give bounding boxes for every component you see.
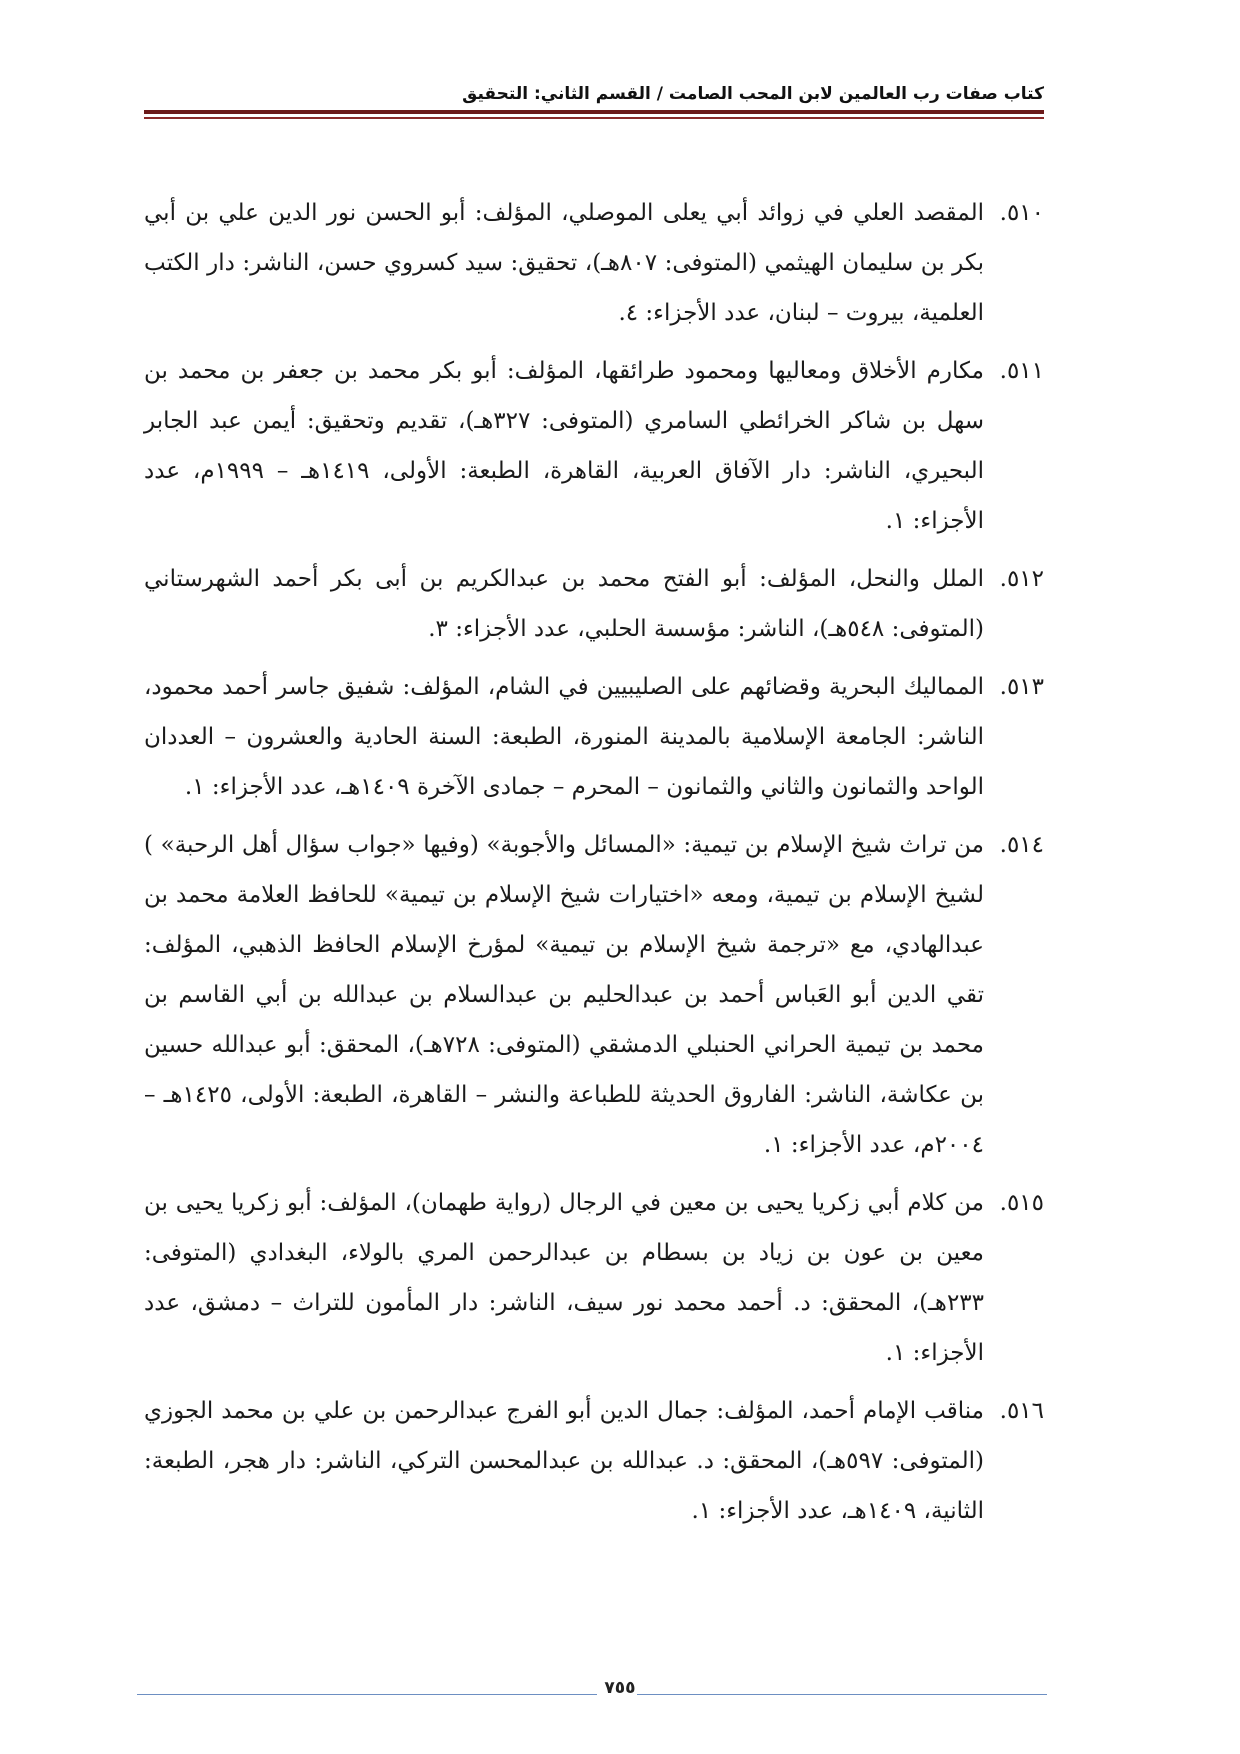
entry-text: المقصد العلي في زوائد أبي يعلى الموصلي، المؤلف: أبو الحسن نور الدين علي بن أبي بكر بن سليمان الهيثمي (المتوفى: ٨٠٧هـ)، تحقيق: سيد كسروي حسن، الناشر: دار الكتب العلمية، بيروت – لبنان، عدد الأجزاء: ٤. [144, 200, 984, 326]
entry-text: من كلام أبي زكريا يحيى بن معين في الرجال (رواية طهمان)، المؤلف: أبو زكريا يحيى بن معين بن عون بن زياد بن بسطام بن عبدالرحمن المري بالولاء، البغدادي (المتوفى: ٢٣٣هـ)، المحقق: د. أحمد محمد نور سيف، الناشر: دار المأمون للتراث – دمشق، عدد الأجزاء: ١. [144, 1190, 984, 1366]
bibliography-entry: ٥١٢. الملل والنحل، المؤلف: أبو الفتح محمد بن عبدالكريم بن أبى بكر أحمد الشهرستاني (المتوفى: ٥٤٨هـ)، الناشر: مؤسسة الحلبي، عدد الأجزاء: ٣. [144, 566, 1044, 642]
bibliography-entry: ٥١٣. المماليك البحرية وقضائهم على الصليبيين في الشام، المؤلف: شفيق جاسر أحمد محمود، الناشر: الجامعة الإسلامية بالمدينة المنورة، الطبعة: السنة الحادية والعشرون – العددان الواحد والثمانون والثاني والثمانون – المحرم – جمادى الآخرة ١٤٠٩هـ، عدد الأجزاء: ١. [144, 674, 1044, 800]
entry-number: ٥١٢ [1006, 566, 1044, 592]
footer-rule-left [137, 1694, 597, 1695]
bibliography-entry: ٥١٠. المقصد العلي في زوائد أبي يعلى الموصلي، المؤلف: أبو الحسن نور الدين علي بن أبي بكر بن سليمان الهيثمي (المتوفى: ٨٠٧هـ)، تحقيق: سيد كسروي حسن، الناشر: دار الكتب العلمية، بيروت – لبنان، عدد الأجزاء: ٤. [144, 200, 1044, 326]
entry-number: ٥١٣ [1006, 674, 1044, 700]
entry-number: ٥١٠ [1006, 200, 1044, 226]
bibliography-entry: ٥١٦. مناقب الإمام أحمد، المؤلف: جمال الدين أبو الفرج عبدالرحمن بن علي بن محمد الجوزي (المتوفى: ٥٩٧هـ)، المحقق: د. عبدالله بن عبدالمحسن التركي، الناشر: دار هجر، الطبعة: الثانية، ١٤٠٩هـ، عدد الأجزاء: ١. [144, 1398, 1044, 1524]
running-header-title: كتاب صفات رب العالمين لابن المحب الصامت / القسم الثاني: التحقيق [462, 84, 1044, 104]
page-number: ٧٥٥ [604, 1678, 636, 1698]
entry-number: ٥١٦ [1006, 1398, 1044, 1424]
entry-text: الملل والنحل، المؤلف: أبو الفتح محمد بن عبدالكريم بن أبى بكر أحمد الشهرستاني (المتوفى: ٥٤٨هـ)، الناشر: مؤسسة الحلبي، عدد الأجزاء: ٣. [144, 566, 984, 642]
entry-number: ٥١٥ [1006, 1190, 1044, 1216]
entry-text: مناقب الإمام أحمد، المؤلف: جمال الدين أبو الفرج عبدالرحمن بن علي بن محمد الجوزي (المتوفى: ٥٩٧هـ)، المحقق: د. عبدالله بن عبدالمحسن التركي، الناشر: دار هجر، الطبعة: الثانية، ١٤٠٩هـ، عدد الأجزاء: ١. [144, 1398, 984, 1524]
header-rule-thin [144, 117, 1044, 119]
entry-number: ٥١١ [1006, 358, 1044, 384]
footer-rule-right [637, 1694, 1047, 1695]
entry-number: ٥١٤ [1006, 832, 1044, 858]
bibliography-entry: ٥١٥. من كلام أبي زكريا يحيى بن معين في الرجال (رواية طهمان)، المؤلف: أبو زكريا يحيى بن معين بن عون بن زياد بن بسطام بن عبدالرحمن المري بالولاء، البغدادي (المتوفى: ٢٣٣هـ)، المحقق: د. أحمد محمد نور سيف، الناشر: دار المأمون للتراث – دمشق، عدد الأجزاء: ١. [144, 1190, 1044, 1366]
bibliography-entry: ٥١١. مكارم الأخلاق ومعاليها ومحمود طرائقها، المؤلف: أبو بكر محمد بن جعفر بن محمد بن سهل بن شاكر الخرائطي السامري (المتوفى: ٣٢٧هـ)، تقديم وتحقيق: أيمن عبد الجابر البحيري، الناشر: دار الآفاق العربية، القاهرة، الطبعة: الأولى، ١٤١٩هـ – ١٩٩٩م، عدد الأجزاء: ١. [144, 358, 1044, 534]
entry-text: المماليك البحرية وقضائهم على الصليبيين في الشام، المؤلف: شفيق جاسر أحمد محمود، الناشر: الجامعة الإسلامية بالمدينة المنورة، الطبعة: السنة الحادية والعشرون – العددان الواحد والثمانون والثاني والثمانون – المحرم – جمادى الآخرة ١٤٠٩هـ، عدد الأجزاء: ١. [144, 674, 984, 800]
entry-text: من تراث شيخ الإسلام بن تيمية: «المسائل والأجوبة» (وفيها «جواب سؤال أهل الرحبة» ) لشيخ الإسلام بن تيمية، ومعه «اختيارات شيخ الإسلام بن تيمية» للحافظ العلامة محمد بن عبدالهادي، مع «ترجمة شيخ الإسلام بن تيمية» لمؤرخ الإسلام الحافظ الذهبي، المؤلف: تقي الدين أبو العَباس أحمد بن عبدالحليم بن عبدالسلام بن عبدالله بن أبي القاسم بن محمد بن تيمية الحراني الحنبلي الدمشقي (المتوفى: ٧٢٨هـ)، المحقق: أبو عبدالله حسين بن عكاشة، الناشر: الفاروق الحديثة للطباعة والنشر – القاهرة، الطبعة: الأولى، ١٤٢٥هـ – ٢٠٠٤م، عدد الأجزاء: ١. [144, 832, 984, 1158]
bibliography-list [144, 188, 1044, 1544]
header-rule-thick [144, 110, 1044, 114]
entry-text: مكارم الأخلاق ومعاليها ومحمود طرائقها، المؤلف: أبو بكر محمد بن جعفر بن محمد بن سهل بن شاكر الخرائطي السامري (المتوفى: ٣٢٧هـ)، تقديم وتحقيق: أيمن عبد الجابر البحيري، الناشر: دار الآفاق العربية، القاهرة، الطبعة: الأولى، ١٤١٩هـ – ١٩٩٩م، عدد الأجزاء: ١. [144, 358, 985, 534]
bibliography-entry: ٥١٤. من تراث شيخ الإسلام بن تيمية: «المسائل والأجوبة» (وفيها «جواب سؤال أهل الرحبة» ) لشيخ الإسلام بن تيمية، ومعه «اختيارات شيخ الإسلام بن تيمية» للحافظ العلامة محمد بن عبدالهادي، مع «ترجمة شيخ الإسلام بن تيمية» لمؤرخ الإسلام الحافظ الذهبي، المؤلف: تقي الدين أبو العَباس أحمد بن عبدالحليم بن عبدالسلام بن عبدالله بن أبي القاسم بن محمد بن تيمية الحراني الحنبلي الدمشقي (المتوفى: ٧٢٨هـ)، المحقق: أبو عبدالله حسين بن عكاشة، الناشر: الفاروق الحديثة للطباعة والنشر – القاهرة، الطبعة: الأولى، ١٤٢٥هـ – ٢٠٠٤م، عدد الأجزاء: ١. [144, 832, 1044, 1158]
